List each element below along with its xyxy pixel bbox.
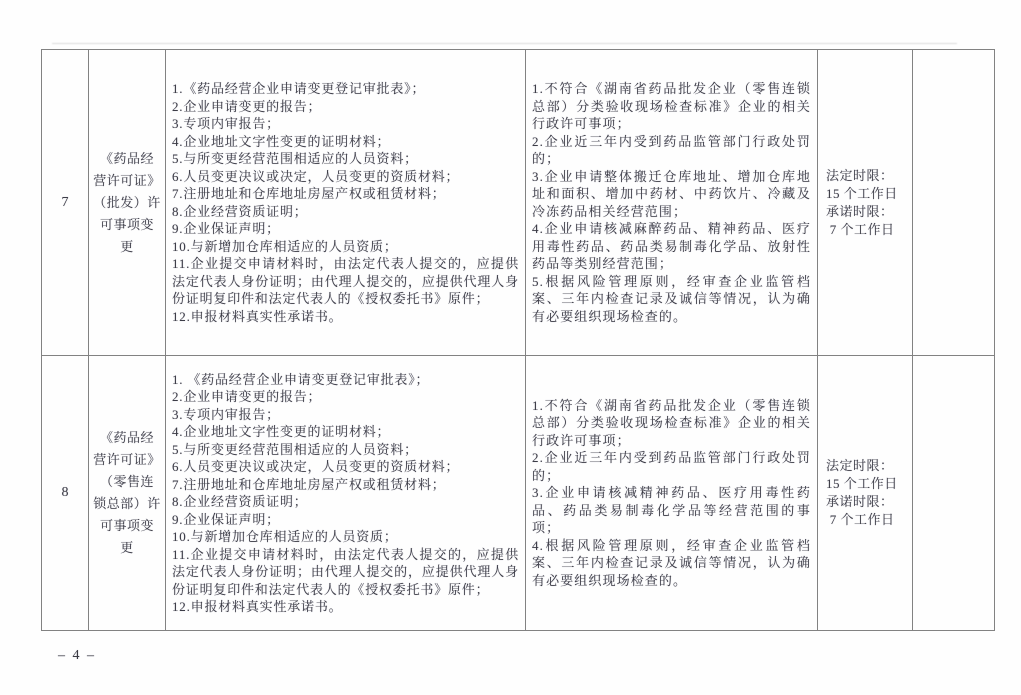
material-item: 8.企业经营资质证明； [172,494,308,509]
time-limit [826,457,908,529]
material-item: 4.企业地址文字性变更的证明材料； [172,133,391,149]
conditions-cell [526,50,818,356]
material-item: 6.人员变更决议或决定，人员变更的资质材料； [172,459,460,474]
row-number: 7 [61,194,69,210]
material-item: 5.与所变更经营范围相适应的人员资料； [172,441,418,457]
materials-list [172,80,519,325]
remark-cell [913,50,995,356]
material-item: 7.注册地址和仓库地址房屋产权或租赁材料； [172,186,446,201]
item-name-line: 更 [120,238,134,254]
condition-item: 4.企业申请核减麻醉药品、精神药品、医疗用毒性药品、药品类易制毒化学品、放射性药品等类别经营范围； [532,221,811,271]
item-name-line: 锁总部）许 [93,496,161,511]
time-limit-line: 承诺时限： [826,203,894,219]
conditions-cell [526,356,818,631]
item-name-line: 《药品经 [99,150,154,166]
item-name-line: 《药品经 [99,430,154,445]
item-name-line: 更 [120,540,134,555]
time-limit-line: 法定时限： [826,167,894,183]
material-item: 2.企业申请变更的报告； [172,98,322,114]
row-number-cell [42,356,89,631]
material-item: 9.企业保证声明； [172,511,280,527]
materials-list [172,371,519,616]
material-item: 1. 《药品经营企业申请变更登记审批表》； [172,371,430,387]
item-name-line: （批发）许 [93,194,161,210]
material-item: 12.申报材料真实性承诺书。 [172,308,343,324]
material-item: 11.企业提交申请材料时，由法定代表人提交的，应提供法定代表人身份证明；由代理人提交的，应提供代理人身份证明复印件和法定代表人的《授权委托书》原件； [172,256,519,306]
condition-item: 3.企业申请核减精神药品、医疗用毒性药品、药品类易制毒化学品等经营范围的事项； [532,485,811,536]
table-row-8 [42,356,995,631]
time-limit-cell [818,356,913,631]
material-item: 2.企业申请变更的报告； [172,389,322,404]
conditions-list [532,397,811,590]
condition-item: 1.不符合《湖南省药品批发企业（零售连锁总部）分类验收现场检查标准》企业的相关行政许可事项； [532,397,811,448]
item-name-line: 可事项变 [99,518,154,533]
material-item: 6.人员变更决议或决定，人员变更的资质材料； [172,168,460,184]
material-item: 8.企业经营资质证明； [172,203,308,219]
material-item: 3.专项内审报告； [172,406,280,422]
material-item: 7.注册地址和仓库地址房屋产权或租赁材料； [172,476,446,492]
material-item: 5.与所变更经营范围相适应的人员资料； [172,151,418,166]
material-item: 10.与新增加仓库相适应的人员资质； [172,529,398,544]
item-name-line: 营许可证》 [93,172,161,188]
scan-artifact-line [52,43,957,44]
time-limit-cell [818,50,913,356]
material-item: 12.申报材料真实性承诺书。 [172,599,343,614]
condition-item: 5.根据风险管理原则，经审查企业监管档案、三年内检查记录及诚信等情况，认为确有必要组织现场检查的。 [532,273,811,324]
table-row-7 [42,50,995,356]
material-item: 4.企业地址文字性变更的证明材料； [172,424,391,439]
time-limit-line: 承诺时限： [826,494,894,509]
page-number: – 4 – [58,648,96,663]
item-name-cell [89,356,166,631]
time-limit-line: 15 个工作日 [826,476,898,491]
materials-cell [166,356,526,631]
time-limit-line: 7 个工作日 [826,221,895,237]
license-items-table [41,49,995,631]
time-limit-line: 7 个工作日 [826,512,895,527]
item-name-line: （零售连 [99,474,154,489]
material-item: 10.与新增加仓库相适应的人员资质； [172,238,398,254]
condition-item: 1.不符合《湖南省药品批发企业（零售连锁总部）分类验收现场检查标准》企业的相关行政许可事项； [532,81,811,131]
material-item: 3.专项内审报告； [172,116,280,131]
condition-item: 2.企业近三年内受到药品监管部门行政处罚的； [532,450,811,483]
time-limit-line: 法定时限： [826,458,894,473]
time-limit [826,167,908,239]
condition-item: 2.企业近三年内受到药品监管部门行政处罚的； [532,133,811,166]
conditions-list [532,80,811,325]
item-name-line: 营许可证》 [93,452,161,467]
item-name [91,427,163,559]
materials-cell [166,50,526,356]
time-limit-line: 15 个工作日 [826,185,898,201]
item-name [91,148,163,258]
material-item: 11.企业提交申请材料时，由法定代表人提交的，应提供法定代表人身份证明；由代理人提交的，应提供代理人身份证明复印件和法定代表人的《授权委托书》原件； [172,546,519,597]
condition-item: 4.根据风险管理原则，经审查企业监管档案、三年内检查记录及诚信等情况，认为确有必要组织现场检查的。 [532,537,811,588]
condition-item: 3.企业申请整体搬迁仓库地址、增加仓库地址和面积、增加中药材、中药饮片、冷藏及冷冻药品相关经营范围； [532,168,811,219]
material-item: 9.企业保证声明； [172,221,280,236]
row-number: 8 [61,485,69,500]
material-item: 1.《药品经营企业申请变更登记审批表》； [172,81,426,96]
remark-cell [913,356,995,631]
row-number-cell [42,50,89,356]
item-name-line: 可事项变 [99,216,154,232]
item-name-cell [89,50,166,356]
